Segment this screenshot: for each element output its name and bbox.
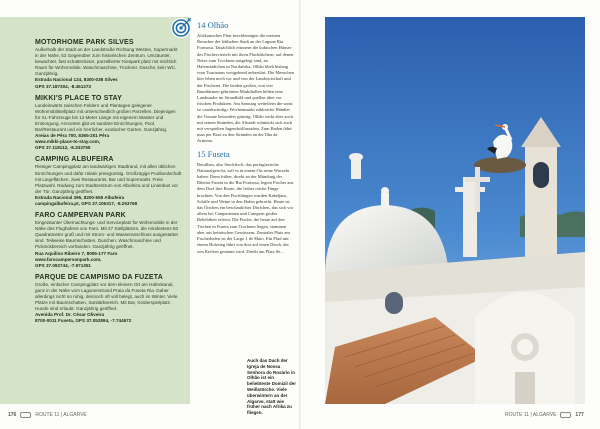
listing-body: Eingezäunter Übernachtungs- und Serviceplatz für Wohnmobile in der Nähe des Flughafens von Faro. Mit 27 Stellplätzen, die mindestens 50 Quadratmeter groß und mit Strom- und Wasseranschluss ausgestattet sind. Teilweise Baumschatten. Duschen, Waschmaschine und Picknickbereich vorhanden. Ganzjährig geöffnet. xyxy=(35,220,178,250)
listing-address: Rua Aquilino Ribeiro 7, 8005-177 Faro www.farocampervanpark.com, GPS 37.092744, -7.971351 xyxy=(35,250,118,268)
listing-title: MOTORHOME PARK SILVES xyxy=(35,39,134,46)
route-label: ROUTE 11 | ALGARVE xyxy=(35,412,87,418)
listing-address: Areias de Pêra 700, 8365-201 Pêra www.mikki-place-to-stay.com, GPS 37.118112, -8.333755 xyxy=(35,133,110,151)
listing-faro-campervan-park xyxy=(35,212,182,269)
listing-motorhome-park-silves xyxy=(35,39,182,90)
listing-title: MIKKI'S PLACE TO STAY xyxy=(35,94,123,102)
page-number: 177 xyxy=(575,412,584,418)
listing-title: FARO CAMPERVAN PARK xyxy=(35,212,126,220)
listing-body: Landeinwärts zwischen Feldern und Plantagen gelegener Wohnmobilstellplatz mit unterschiedlich großen Parzellen. Diejenigen für XL-Fahrzeuge bis 12 Meter Länge mit eigenem Wasser und Entsorgung. Annonten gibt es sanitäre Einrichtungen, Pool, Bar/Restaurant und ein herrlicher, exotischer Garten. Ganzjährig. xyxy=(35,102,176,133)
target-icon xyxy=(170,17,192,39)
photo-caption: Auch das Dach der Igreja de Nossa Senhora do Rosário in Olhão ist ein beliebteste Domizil der Weißstörche. Viele überwintern an der Algarve, statt wie früher nach Afrika zu fliegen. xyxy=(247,358,297,416)
listing-mikkis-place xyxy=(35,95,182,152)
car-icon xyxy=(560,412,571,418)
listing-address: Estrada Nacional 124, 8300-038 Silves GPS 37.187304, -8.451373 xyxy=(35,77,118,89)
listing-parque-campismo-fuzeta xyxy=(35,274,182,325)
section-paragraph: Bacalhau, also Stockfisch, das portugiesische Nationalgericht, soll es in einem Ort seine Wurzeln haben. Denn früher, direkt an der Mündung der Ribeira Fuseta in die Ria Formosa, legten Fischer aus dem Dorf ihre Boote, die früher reiche Fänge brachten. Von den Fischfängen wurden Kabeljaus, Schiffe und Weine in den Hafen gebracht. Heute ist das Örtchen ein beschauliches Dörfchen, das sich vor allem bei Camperinnen und Campern großer Beliebtheit erfreut. Die Fische, die heute auf den Tischen in Fuseta zum Trocknen liegen, stammen aber aus heimischen Gewässern. Zentraler Platz am Fischerhafen ist der Largo 1 de Maio. Ein Pfad mit einem Holzsteg führt von dort auf einen Deich, der von Kiefern gesäumt wird. Direkt am Platz Se... xyxy=(197,161,294,254)
left-page-footer xyxy=(8,412,87,418)
listing-camping-albufeira xyxy=(35,156,182,207)
campsite-info-panel xyxy=(0,17,190,404)
listing-body: Große, einfacher Campingplatz vor dem kleinen Ort am Hafenkanal, ganz in der Nähe vom Lagunenstrand Praia da Fuseta Ria. Daher allerdings nicht so ruhig, dennoch oft voll belegt, auch im Winter. Viele Plätze mit Baumschatten, Sanitärbereich. Mit Bar, Kinderspielplatz. Hunde sind erlaubt. Ganzjährig geöffnet. xyxy=(35,281,178,312)
right-page-footer xyxy=(505,412,584,418)
route-label: ROUTE 11 | ALGARVE xyxy=(505,412,557,418)
section-title-olhao: 14 Olhão xyxy=(197,20,229,30)
church-roof-stork-photo xyxy=(325,17,585,404)
listing-title: PARQUE DE CAMPISMO DA FUZETA xyxy=(35,273,163,281)
listing-title: CAMPING ALBUFEIRA xyxy=(35,156,114,164)
listing-address: Estrada Nacional 395, 8200-555 Albufeira campingalbufeira.pt, GPS 37.106317, -8.253768 xyxy=(35,194,138,206)
page-gutter xyxy=(299,0,301,429)
section-paragraph: Afrikanisches Flair beschleunigen die meisten Besucher der lebhaften Stadt an der Lagune Ria Formosa. Tatsächlich erinnern die kubischen Häuser des Fischerviertels mit ihren Flachdächern, auf denen Netze zum Trocknen ausgelegt sind, an Hafenstädtchen in Nordafrika. Olhão blieb bislang vom Tourismus weitgehend unberührt. Die Menschen hier leben noch vor und von der Landwirtschaft und der Fischerei. Die beiden großen, von vier Rundtürmen gekrönten Markthallen bilden eine Landmarke im Strandbild und quellen über vor frischen Produkten. Am Samstag wetteifern die sonst so »merkwürdig« Wochenmarkt zahlreiche Händler die Tomate besonders günstig. Olhão wirkt aber auch mit seinen Stränden, die Altstadt schmückt sich auch mit verspielten Jugendstilfassaden. Zum Baden fährt man per Boot zu den Stränden an der Ilha da Armona. xyxy=(197,33,294,144)
article-column xyxy=(197,17,294,407)
page-number: 176 xyxy=(8,412,17,418)
listing-address: Avenida Prof. Dr. César Oliveira 8700-0011 Fuseta, GPS 37.052894, -7.744672 xyxy=(35,312,132,324)
section-title-fuseta: 15 Fuseta xyxy=(197,148,230,159)
car-icon xyxy=(20,412,31,418)
listing-body: Außerhalb der Stadt an der Landstraße Richtung Westen, Supermarkt in der Nähe, 53 Gegenüber zum historischen Zentrum. Umzäunter, bewachter, fast schattenloser, parzellierter Kiespark platz mit reichlich Raum für Wohnmobile. Waschmaschine, Trockner, Dusche, kein WC. Ganzjährig. xyxy=(35,47,178,77)
listing-body: Riesiger Campingplatz am landwärtigen Stadtrand, mit allen üblichen Einrichtungen und dafür relativ preisgünstig. Großzügige Poollandschaft mit Liegeflächen, zwei Restaurants, Bar und Supermarkt. Freie Platzwahl. Radweg zum Stadtzentrum von Albufeira und Linienbus vor der Tür. Ganzjährig geöffnet. xyxy=(35,164,182,194)
